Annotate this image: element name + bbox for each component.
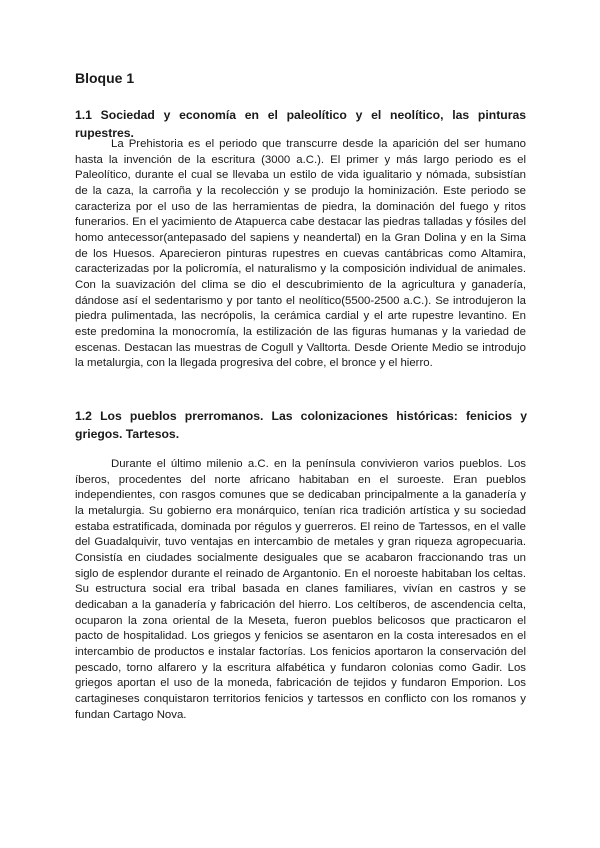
section-heading-1-1: 1.1 Sociedad y economía en el paleolítico y el neolítico, las pinturas rupestres. (75, 108, 526, 140)
section-heading-1-2: 1.2 Los pueblos prerromanos. Las colonizaciones históricas: fenicios y griegos. Tartesos. (75, 409, 527, 441)
section-paragraph-1-2: Durante el último milenio a.C. en la península convivieron varios pueblos. Los íberos, procedentes del norte africano habitaban en el suroeste. Eran pueblos independientes, con rasgos comunes que se dedicaban principalmente a la ganadería y la metalurgia. Su gobierno era monárquico, tenían rica tradición artística y su sociedad estaba estratificada, dominada por régulos y guerreros. El reino de Tartessos, en el valle del Guadalquivir, tuvo ventajas en intercambio de metales y gran riqueza agropecuaria. Consistía en ciudades socialmente desiguales que se acabaron fraccionando tras un siglo de esplendor durante el reinado de Argantonio. En el noroeste habitaban los celtas. Su estructura social era tribal basada en clanes familiares, vivían en castros y se dedicaban a la ganadería y fabricación del hierro. Los celtíberos, de ascendencia celta, ocuparon la zona oriental de la Meseta, fueron pueblos belicosos que practicaron el pacto de hospitalidad. Los griegos y fenicios se asentaron en la costa interesados en el intercambio de productos e instalar factorías. Los fenicios aportaron la conservación del pescado, torno alfarero y la escritura alfabética y fundaron colonias como Gadir. Los griegos aportan el uso de la moneda, fabricación de tejidos y fundaron Emporion. Los cartagineses conquistaron territorios fenicios y tartessos en conflicto con los romanos y fundan Cartago Nova. (75, 458, 526, 721)
block-title: Bloque 1 (75, 70, 135, 86)
section-paragraph-1-1: La Prehistoria es el periodo que transcurre desde la aparición del ser humano hasta la invención de la escritura (3000 a.C.). El primer y más largo periodo es el Paleolítico, durante el cual se llevaba un estilo de vida igualitario y nómada, subsistían de la caza, la carroña y la recolección y se produjo la hominización. Este periodo se caracteriza por el uso de las herramientas de piedra, la dominación del fuego y ritos funerarios. En el yacimiento de Atapuerca cabe destacar las piedras talladas y fósiles del homo antecessor(antepasado del sapiens y neandertal) en la Gran Dolina y en la Sima de los Huesos. Aparecieron pinturas rupestres en cuevas cantábricas como Altamira, caracterizadas por la policromía, el naturalismo y la composición individual de animales. Con la suavización del clima se dio el descubrimiento de la agricultura y ganadería, dándose así el sedentarismo y por tanto el neolítico(5500-2500 a.C.). Se introdujeron la piedra pulimentada, las necrópolis, la cerámica cardial y el arte rupestre levantino. En este predomina la monocromía, la estilización de las figuras humanas y la variedad de escenas. Destacan las muestras de Cogull y Valltorta. Desde Oriente Medio se introdujo la metalurgia, con la llegada progresiva del cobre, el bronce y el hierro. (75, 138, 526, 370)
